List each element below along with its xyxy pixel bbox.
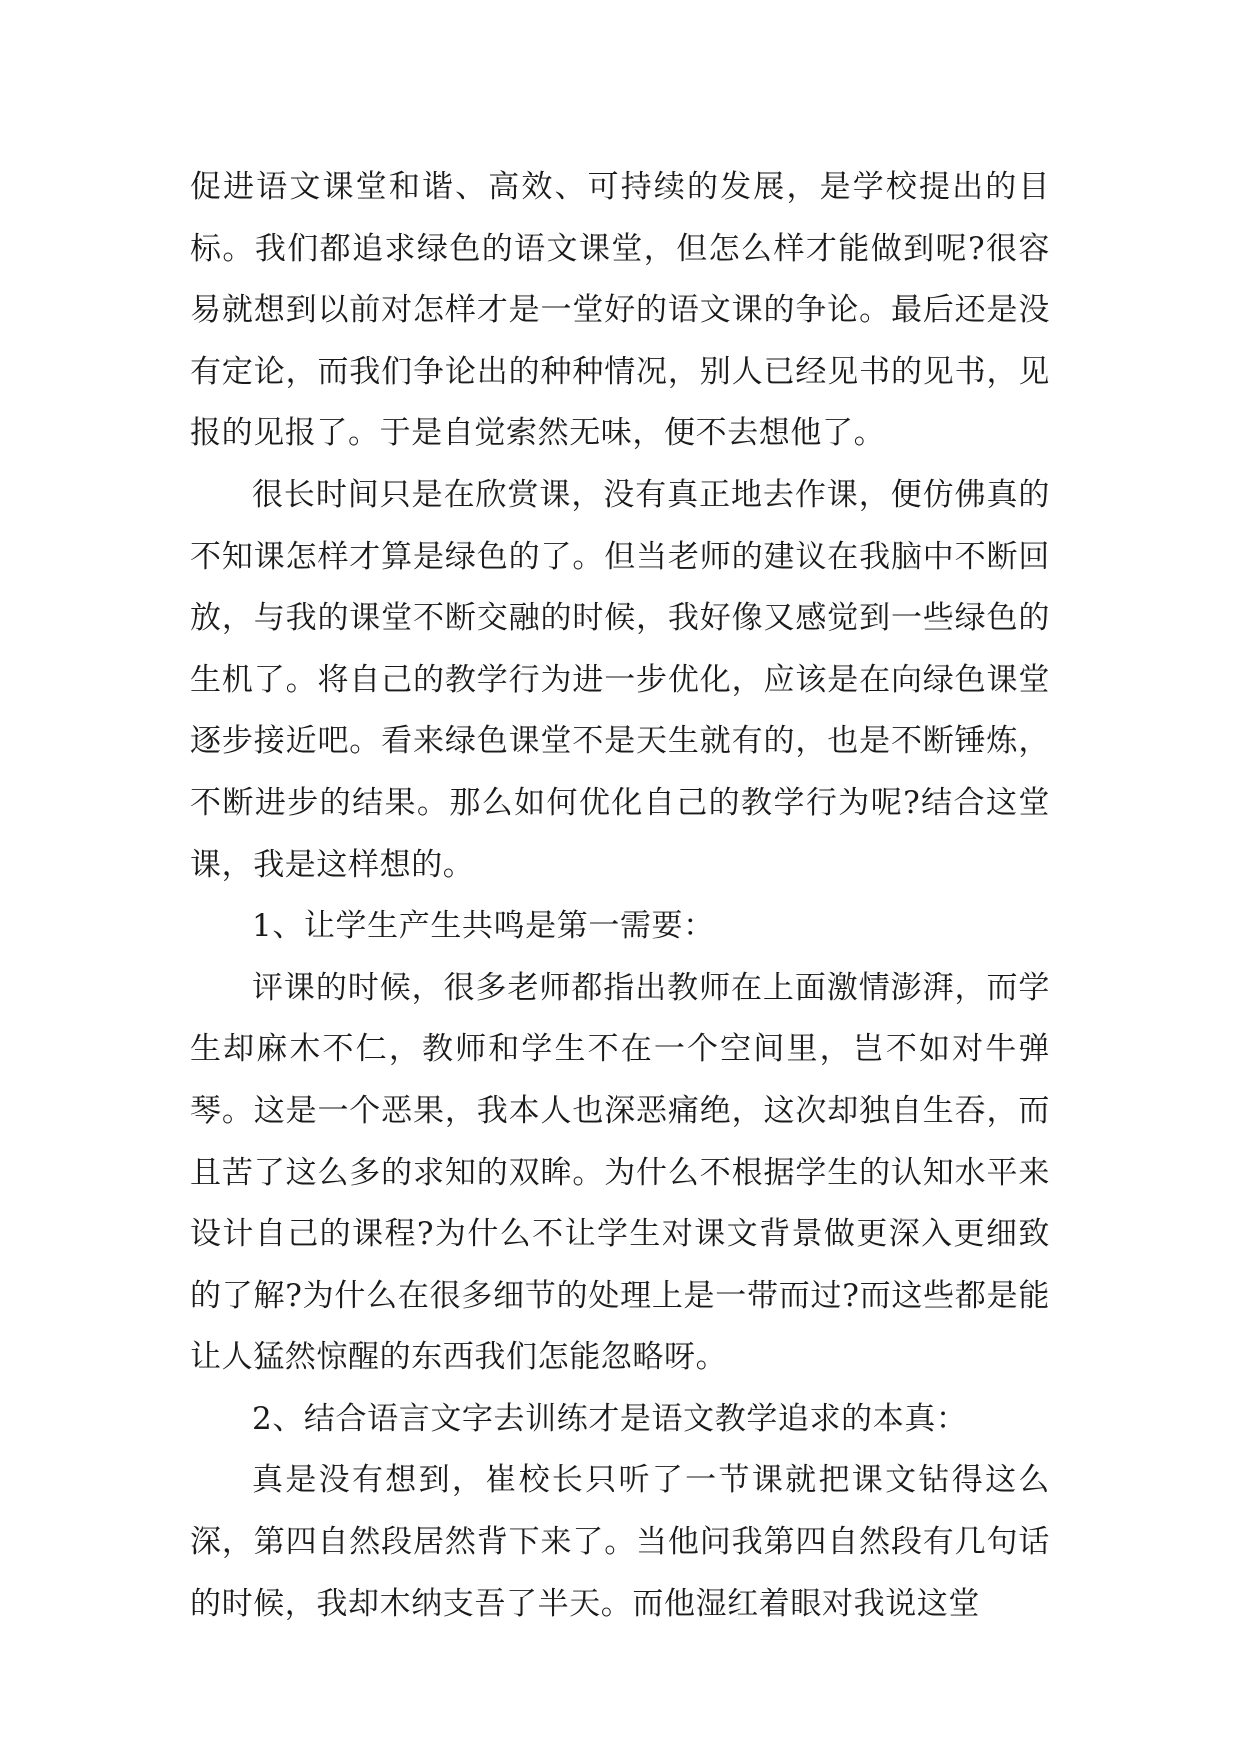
paragraph-4: 真是没有想到，崔校长只听了一节课就把课文钻得这么深，第四自然段居然背下来了。当他问我第四自然段有几句话的时候，我却木纳支吾了半天。而他湿红着眼对我说这堂 — [190, 1462, 1050, 1622]
section-heading-2: 2、结合语言文字去训练才是语文教学追求的本真： — [252, 1400, 968, 1437]
document-body — [190, 157, 1050, 1635]
paragraph-1: 促进语文课堂和谐、高效、可持续的发展，是学校提出的目标。我们都追求绿色的语文课堂，但怎么样才能做到呢?很容易就想到以前对怎样才是一堂好的语文课的争论。最后还是没有定论，而我们争论出的种种情况，别人已经见书的见书，见报的见报了。于是自觉索然无味，便不去想他了。 — [190, 169, 1050, 452]
paragraph-2: 很长时间只是在欣赏课，没有真正地去作课，便仿佛真的不知课怎样才算是绿色的了。但当老师的建议在我脑中不断回放，与我的课堂不断交融的时候，我好像又感觉到一些绿色的生机了。将自己的教学行为进一步优化，应该是在向绿色课堂逐步接近吧。看来绿色课堂不是天生就有的，也是不断锤炼，不断进步的结果。那么如何优化自己的教学行为呢?结合这堂课，我是这样想的。 — [190, 476, 1050, 883]
paragraph-3: 评课的时候，很多老师都指出教师在上面激情澎湃，而学生却麻木不仁，教师和学生不在一个空间里，岂不如对牛弹琴。这是一个恶果，我本人也深恶痛绝，这次却独自生吞，而且苦了这么多的求知的双眸。为什么不根据学生的认知水平来设计自己的课程?为什么不让学生对课文背景做更深入更细致的了解?为什么在很多细节的处理上是一带而过?而这些都是能让人猛然惊醒的东西我们怎能忽略呀。 — [190, 969, 1050, 1376]
section-heading-1: 1、让学生产生共鸣是第一需要： — [252, 908, 715, 945]
